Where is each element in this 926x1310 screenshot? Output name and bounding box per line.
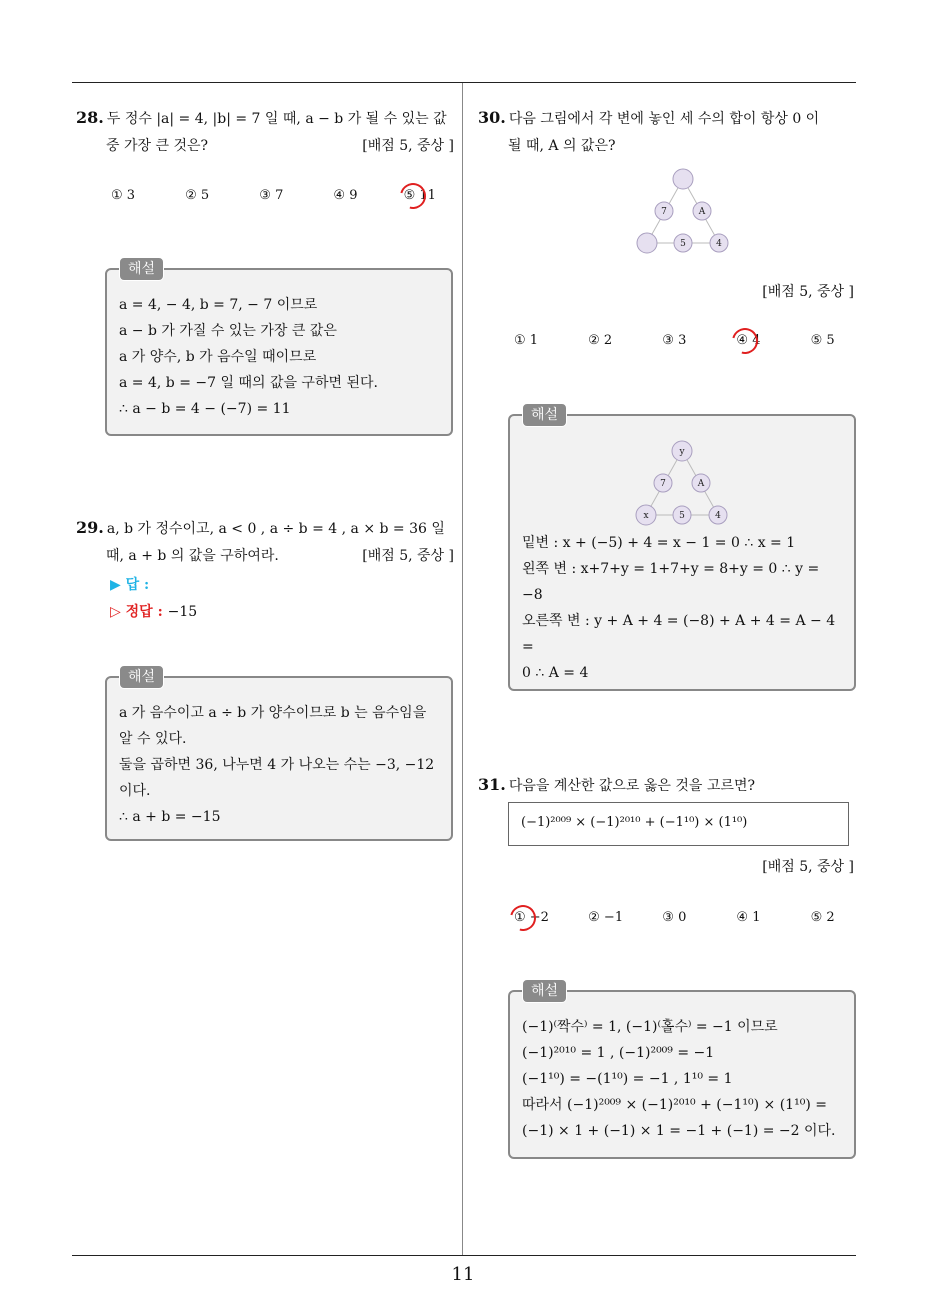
answer-label: ▶ 답 : bbox=[110, 577, 150, 593]
solution-line: 0 ∴ A = 4 bbox=[522, 665, 589, 681]
choice-1-selected[interactable]: ① −2 bbox=[514, 910, 584, 925]
score-label: [배점 5, 중상 ] bbox=[362, 548, 454, 564]
solution-line: 오른쪽 변 : y + A + 4 = (−8) + A + 4 = A − 4 = bbox=[522, 613, 836, 655]
solution-line: 왼쪽 변 : x+7+y = 1+7+y = 8+y = 0 ∴ y = bbox=[522, 561, 820, 577]
question-text: a, b 가 정수이고, a < 0 , a ÷ b = 4 , a × b = 36 일 bbox=[106, 521, 445, 537]
figure-node: 5 bbox=[679, 511, 685, 521]
solution-line: a = 4, − 4, b = 7, − 7 이므로 bbox=[119, 297, 318, 313]
question-number: 31. bbox=[478, 775, 506, 794]
choices-30 bbox=[514, 333, 835, 348]
triangle-figure bbox=[628, 166, 738, 260]
question-text: 다음 그림에서 각 변에 놓인 세 수의 합이 항상 0 이 bbox=[508, 111, 820, 127]
question-text: 두 정수 |a| = 4, |b| = 7 일 때, a − b 가 될 수 있는 값 bbox=[106, 111, 447, 127]
figure-node: x bbox=[643, 511, 649, 521]
choice-5[interactable]: ⑤ 5 bbox=[810, 333, 835, 348]
solution-line: 둘을 곱하면 36, 나누면 4 가 나오는 수는 −3, −12 bbox=[119, 757, 435, 773]
choices-31 bbox=[514, 910, 835, 925]
solution-line: (−1) × 1 + (−1) × 1 = −1 + (−1) = −2 이다. bbox=[522, 1123, 836, 1139]
solution-line: −8 bbox=[522, 587, 543, 603]
figure-node: A bbox=[698, 207, 706, 217]
question-number: 28. bbox=[76, 108, 104, 127]
choice-1[interactable]: ① 1 bbox=[514, 333, 539, 348]
score-label: [배점 5, 중상 ] bbox=[762, 859, 854, 875]
score-row bbox=[478, 854, 854, 881]
question-text: 다음을 계산한 값으로 옳은 것을 고르면? bbox=[508, 778, 755, 794]
solution-line: 따라서 (−1)²⁰⁰⁹ × (−1)²⁰¹⁰ + (−1¹⁰) × (1¹⁰) = bbox=[522, 1097, 827, 1113]
solution-line: ∴ a − b = 4 − (−7) = 11 bbox=[119, 401, 291, 417]
question-text: 때, a + b 의 값을 구하여라. bbox=[106, 548, 279, 564]
question-text: 중 가장 큰 것은? bbox=[106, 138, 209, 154]
solution-line: (−1¹⁰) = −(1¹⁰) = −1 , 1¹⁰ = 1 bbox=[522, 1071, 733, 1087]
choice-5-selected[interactable]: ⑤ 11 bbox=[404, 188, 436, 203]
figure-node: 5 bbox=[680, 239, 686, 249]
selection-circle-icon bbox=[505, 900, 541, 936]
solution-box-29 bbox=[105, 669, 453, 841]
solution-line: a = 4, b = −7 일 때의 값을 구하면 된다. bbox=[119, 375, 378, 391]
question-30 bbox=[478, 104, 858, 160]
solution-box-30 bbox=[508, 407, 856, 691]
header-rule bbox=[72, 82, 856, 83]
solution-line: (−1)²⁰¹⁰ = 1 , (−1)²⁰⁰⁹ = −1 bbox=[522, 1045, 715, 1061]
choice-5[interactable]: ⑤ 2 bbox=[810, 910, 835, 925]
solution-line: 알 수 있다. bbox=[119, 731, 187, 747]
solution-line: ∴ a + b = −15 bbox=[119, 809, 221, 825]
question-text: 될 때, A 의 값은? bbox=[508, 138, 616, 154]
choices-28 bbox=[111, 188, 436, 203]
solution-box-31 bbox=[508, 983, 856, 1159]
choice-3[interactable]: ③ 0 bbox=[662, 910, 687, 925]
choice-2[interactable]: ② 5 bbox=[185, 188, 210, 203]
choice-4[interactable]: ④ 9 bbox=[333, 188, 358, 203]
choice-2[interactable]: ② −1 bbox=[588, 910, 624, 925]
solution-line: 밑변 : x + (−5) + 4 = x − 1 = 0 ∴ x = 1 bbox=[522, 535, 796, 551]
column-divider bbox=[462, 83, 463, 1255]
figure-node: A bbox=[697, 479, 705, 489]
solution-tag: 해설 bbox=[522, 403, 567, 427]
figure-node: 4 bbox=[716, 239, 722, 249]
solution-tag: 해설 bbox=[119, 665, 164, 689]
solution-line: 이다. bbox=[119, 783, 151, 799]
figure-node: 7 bbox=[661, 207, 667, 217]
question-28 bbox=[76, 104, 454, 160]
correct-answer-value: −15 bbox=[167, 604, 198, 620]
question-number: 30. bbox=[478, 108, 506, 127]
solution-line: (−1)⁽짝수⁾ = 1, (−1)⁽홀수⁾ = −1 이므로 bbox=[522, 1019, 778, 1035]
solution-line: a 가 양수, b 가 음수일 때이므로 bbox=[119, 349, 317, 365]
footer-rule bbox=[72, 1255, 856, 1256]
figure-node: y bbox=[679, 447, 685, 457]
solution-line: a 가 음수이고 a ÷ b 가 양수이므로 b 는 음수임을 bbox=[119, 705, 427, 721]
score-label: [배점 5, 중상 ] bbox=[362, 138, 454, 154]
page-number: 11 bbox=[451, 1264, 475, 1285]
correct-answer: ▷ 정답 : −15 bbox=[110, 604, 198, 620]
choice-4[interactable]: ④ 1 bbox=[736, 910, 761, 925]
solution-triangle-figure bbox=[627, 440, 737, 526]
selection-circle-icon bbox=[728, 323, 764, 359]
score-label: [배점 5, 중상 ] bbox=[762, 284, 854, 300]
selection-circle-icon bbox=[395, 178, 431, 214]
solution-box-28 bbox=[105, 261, 453, 436]
figure-node: 4 bbox=[715, 511, 721, 521]
solution-tag: 해설 bbox=[119, 257, 164, 281]
choice-3[interactable]: ③ 7 bbox=[259, 188, 284, 203]
choice-1[interactable]: ① 3 bbox=[111, 188, 136, 203]
choice-3[interactable]: ③ 3 bbox=[662, 333, 687, 348]
question-number: 29. bbox=[76, 518, 104, 537]
score-row bbox=[478, 279, 854, 306]
choice-4-selected[interactable]: ④ 4 bbox=[736, 333, 806, 348]
solution-line: a − b 가 가질 수 있는 가장 큰 값은 bbox=[119, 323, 337, 339]
choice-2[interactable]: ② 2 bbox=[588, 333, 613, 348]
solution-tag: 해설 bbox=[522, 979, 567, 1003]
question-31 bbox=[478, 771, 858, 800]
expression-box: (−1)²⁰⁰⁹ × (−1)²⁰¹⁰ + (−1¹⁰) × (1¹⁰) bbox=[508, 802, 849, 846]
question-29 bbox=[76, 514, 454, 570]
figure-node: 7 bbox=[660, 479, 666, 489]
